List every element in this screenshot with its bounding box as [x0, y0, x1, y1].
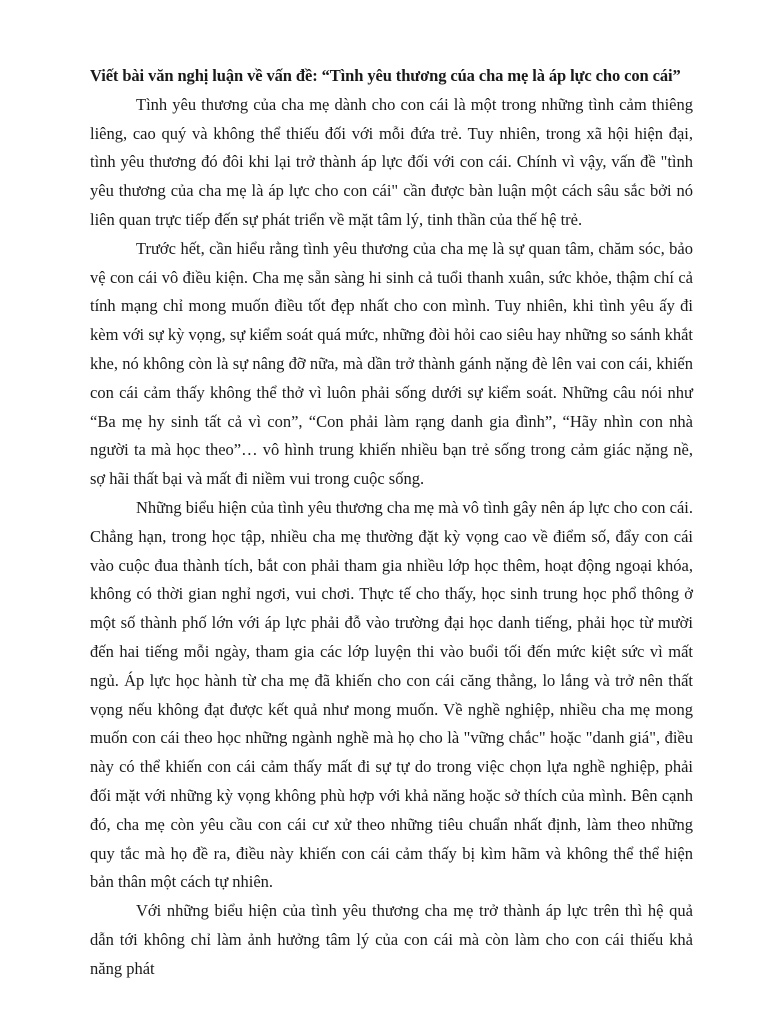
- document-page: [90, 62, 693, 984]
- paragraph-3: Những biểu hiện của tình yêu thương cha mẹ mà vô tình gây nên áp lực cho con cái. Chẳng hạn, trong học tập, nhiều cha mẹ thường đặt kỳ vọng cao về điểm số, đẩy con cái vào cuộc đua thành tích, bắt con phải tham gia nhiều lớp học thêm, hoạt động ngoại khóa, không có thời gian nghỉ ngơi, vui chơi. Thực tế cho thấy, học sinh trung học phổ thông ở một số thành phố lớn với áp lực phải đỗ vào trường đại học danh tiếng, phải học từ mười đến hai tiếng mỗi ngày, tham gia các lớp luyện thi vào buổi tối đến mức kiệt sức vì mất ngủ. Áp lực học hành từ cha mẹ đã khiến cho con cái căng thẳng, lo lắng và trở nên thất vọng nếu không đạt được kết quả như mong muốn. Về nghề nghiệp, nhiều cha mẹ mong muốn con cái theo học những ngành nghề mà họ cho là "vững chắc" hoặc "danh giá", điều này có thể khiến con cái cảm thấy mất đi sự tự do trong việc chọn lựa nghề nghiệp, phải đối mặt với những kỳ vọng không phù hợp với khả năng hoặc sở thích của mình. Bên cạnh đó, cha mẹ còn yêu cầu con cái cư xử theo những tiêu chuẩn nhất định, làm theo những quy tắc mà họ đề ra, điều này khiến con cái cảm thấy bị kìm hãm và không thể thể hiện bản thân một cách tự nhiên.: [90, 497, 693, 892]
- paragraph-4: Với những biểu hiện của tình yêu thương cha mẹ trở thành áp lực trên thì hệ quả dẫn tới không chỉ làm ảnh hưởng tâm lý của con cái mà còn làm cho con cái thiếu khả năng phát: [90, 901, 693, 978]
- paragraph-1: Tình yêu thương của cha mẹ dành cho con cái là một trong những tình cảm thiêng liêng, cao quý và không thể thiếu đối với mỗi đứa trẻ. Tuy nhiên, trong xã hội hiện đại, tình yêu thương đó đôi khi lại trở thành áp lực đối với con cái. Chính vì vậy, vấn đề "tình yêu thương của cha mẹ là áp lực cho con cái" cần được bàn luận một cách sâu sắc bởi nó liên quan trực tiếp đến sự phát triển về mặt tâm lý, tinh thần của thế hệ trẻ.: [90, 94, 693, 229]
- paragraph-2: Trước hết, cần hiểu rằng tình yêu thương của cha mẹ là sự quan tâm, chăm sóc, bảo vệ con cái vô điều kiện. Cha mẹ sẵn sàng hi sinh cả tuổi thanh xuân, sức khỏe, thậm chí cả tính mạng chỉ mong muốn điều tốt đẹp nhất cho con mình. Tuy nhiên, khi tình yêu ấy đi kèm với sự kỳ vọng, sự kiểm soát quá mức, những đòi hỏi cao siêu hay những so sánh khắt khe, nó không còn là sự nâng đỡ nữa, mà dần trở thành gánh nặng đè lên vai con cái, khiến con cái cảm thấy không thể thở vì luôn phải sống dưới sự kiểm soát. Những câu nói như “Ba mẹ hy sinh tất cả vì con”, “Con phải làm rạng danh gia đình”, “Hãy nhìn con nhà người ta mà học theo”… vô hình trung khiến nhiều bạn trẻ sống trong cảm giác nặng nề, sợ hãi thất bại và mất đi niềm vui trong cuộc sống.: [90, 238, 693, 489]
- document-title: Viết bài văn nghị luận về vấn đề: “Tình yêu thương cúa cha mẹ là áp lực cho con cái”: [90, 66, 681, 85]
